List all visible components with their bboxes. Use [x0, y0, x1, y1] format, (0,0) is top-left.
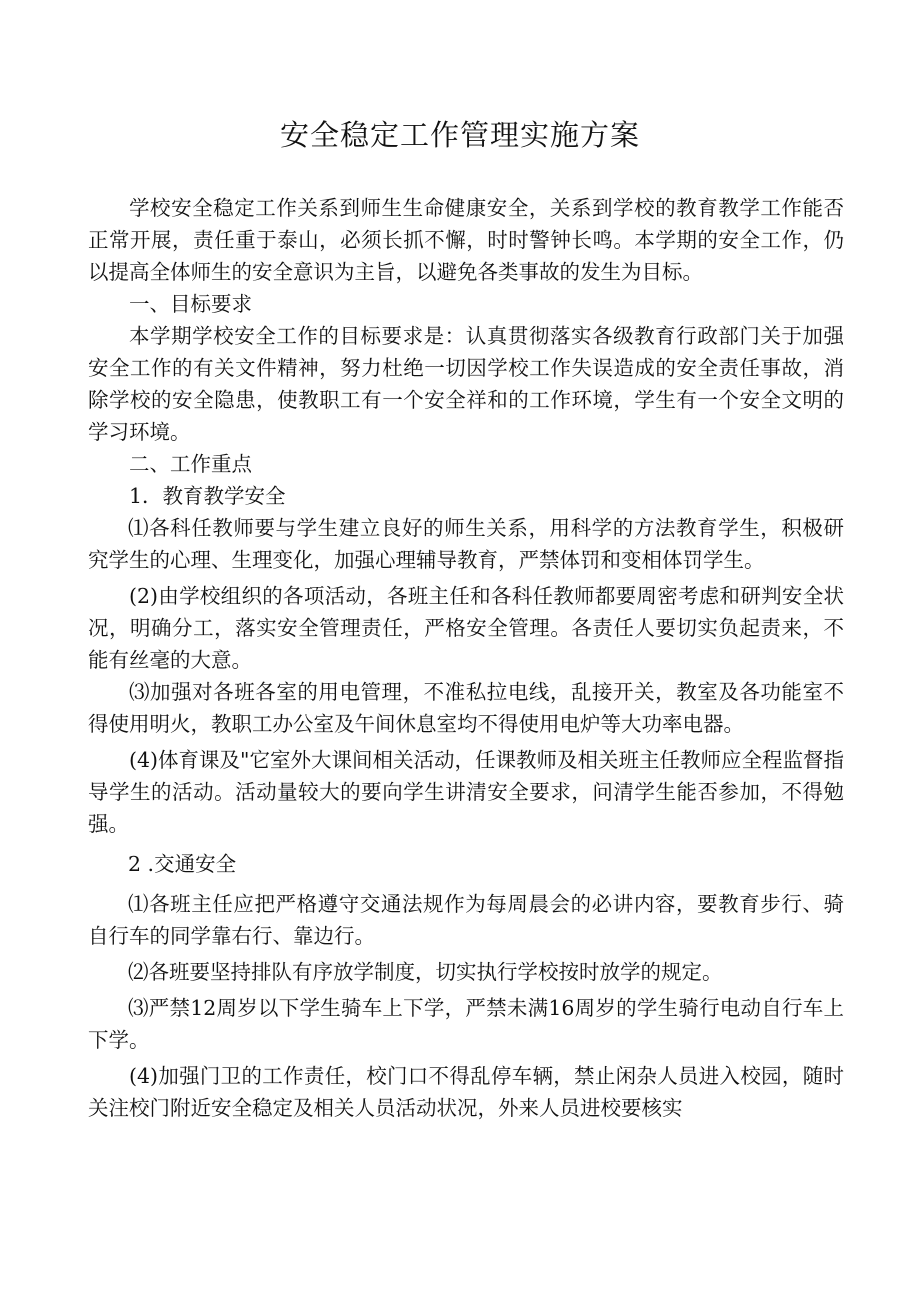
sub1-item: (4)体育课及"它室外大课间相关活动，任课教师及相关班主任教师应全程监督指导学生的活动。活动量较大的要向学生讲清安全要求，问清学生能否参加，不得勉强。 [88, 748, 844, 836]
document-title: 安全稳定工作管理实施方案 [279, 118, 640, 152]
sub2-item: ⑵各班要坚持排队有序放学制度，切实执行学校按时放学的规定。 [128, 960, 723, 984]
section1-body: 本学期学校安全工作的目标要求是：认真贯彻落实各级教育行政部门关于加强安全工作的有关文件精神，努力杜绝一切因学校工作失误造成的安全责任事故，消除学校的安全隐患，使教职工有一个安全祥和的工作环境，学生有一个安全文明的学习环境。 [88, 324, 844, 444]
intro-paragraph: 学校安全稳定工作关系到师生生命健康安全，关系到学校的教育教学工作能否正常开展，责任重于泰山，必须长抓不懈，时时警钟长鸣。本学期的安全工作，仍以提高全体师生的安全意识为主旨，以避免各类事故的发生为目标。 [88, 196, 844, 284]
sub1-heading: 1．教育教学安全 [129, 484, 286, 508]
sub2-item: ⑴各班主任应把严格遵守交通法规作为每周晨会的必讲内容，要教育步行、骑自行车的同学靠右行、靠边行。 [88, 892, 844, 948]
sub1-item: (2)由学校组织的各项活动，各班主任和各科任教师都要周密考虑和研判安全状况，明确分工，落实安全管理责任，严格安全管理。各责任人要切实负起责来，不能有丝毫的大意。 [88, 584, 844, 672]
sub1-item: ⑶加强对各班各室的用电管理，不准私拉电线，乱接开关，教室及各功能室不得使用明火，教职工办公室及午间休息室均不得使用电炉等大功率电器。 [88, 680, 844, 736]
section1-heading: 一、目标要求 [129, 292, 252, 316]
sub2-heading: 2 .交通安全 [128, 852, 237, 876]
section2-heading: 二、工作重点 [129, 452, 252, 476]
sub2-item: (4)加强门卫的工作责任，校门口不得乱停车辆，禁止闲杂人员进入校园，随时关注校门附近安全稳定及相关人员活动状况，外来人员进校要核实 [88, 1064, 844, 1120]
sub1-item: ⑴各科任教师要与学生建立良好的师生关系，用科学的方法教育学生，积极研究学生的心理、生理变化，加强心理辅导教育，严禁体罚和变相体罚学生。 [88, 516, 844, 572]
document-body [88, 192, 844, 1124]
sub2-item: ⑶严禁12周岁以下学生骑车上下学，严禁未满16周岁的学生骑行电动自行车上下学。 [88, 996, 844, 1052]
